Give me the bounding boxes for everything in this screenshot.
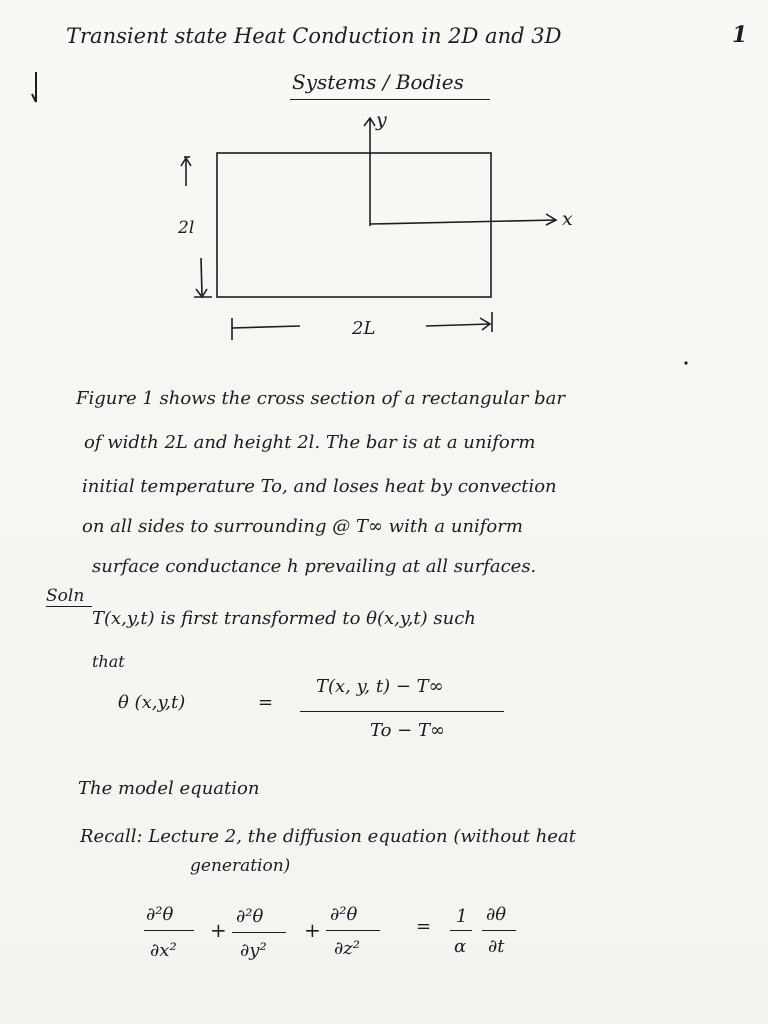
solution-line-2: that — [92, 652, 125, 671]
x-axis-label: x — [562, 208, 573, 230]
dtheta-dt-num: ∂θ — [486, 904, 507, 925]
solution-underline — [46, 606, 92, 607]
one-over-alpha-den: α — [454, 936, 467, 957]
theta-lhs: θ (x,y,t) — [118, 692, 186, 713]
stray-dot — [684, 361, 687, 364]
model-heading: The model equation — [78, 778, 260, 799]
eq1-fraction-bar — [300, 711, 504, 712]
recall-line-2: generation) — [190, 856, 291, 876]
page-subtitle: Systems / Bodies — [292, 70, 464, 94]
page-number: 1 — [732, 22, 748, 48]
body-line-1: Figure 1 shows the cross section of a rectangular bar — [76, 388, 565, 409]
eq1-equals: = — [258, 692, 274, 713]
body-line-3: initial temperature To, and loses heat by convection — [82, 476, 557, 497]
y-axis — [364, 118, 375, 226]
dtheta-dt-den: ∂t — [488, 936, 505, 957]
x-axis — [370, 214, 556, 225]
d2theta-dx2-bar — [144, 930, 194, 931]
eq2-plus-2: + — [304, 918, 321, 942]
body-line-5: surface conductance h prevailing at all surfaces. — [92, 556, 537, 577]
solution-line-1: T(x,y,t) is first transformed to θ(x,y,t) such — [92, 608, 476, 629]
d2theta-dz2-bar — [326, 930, 380, 931]
d2theta-dy2-num: ∂²θ — [236, 906, 264, 927]
eq2-equals: = — [416, 916, 432, 937]
one-over-alpha-bar — [450, 930, 472, 931]
d2theta-dz2-den: ∂z² — [334, 938, 361, 959]
eq2-plus-1: + — [210, 918, 227, 942]
height-label: 2l — [178, 218, 195, 238]
width-label: 2L — [352, 318, 376, 339]
dtheta-dt-bar — [482, 930, 516, 931]
solution-label: Soln — [46, 586, 85, 606]
eq1-denominator: To − T∞ — [370, 720, 445, 741]
recall-line-1: Recall: Lecture 2, the diffusion equation (without heat — [80, 826, 576, 847]
d2theta-dx2-num: ∂²θ — [146, 904, 174, 925]
page-title: Transient state Heat Conduction in 2D and 3D — [66, 24, 562, 48]
margin-mark — [32, 72, 36, 102]
eq1-numerator: T(x, y, t) − T∞ — [316, 676, 444, 697]
d2theta-dy2-bar — [232, 932, 286, 933]
d2theta-dz2-num: ∂²θ — [330, 904, 358, 925]
d2theta-dy2-den: ∂y² — [240, 940, 267, 961]
y-axis-label: y — [376, 109, 387, 131]
one-over-alpha-num: 1 — [456, 906, 468, 927]
bar-cross-section — [217, 153, 491, 297]
body-line-4: on all sides to surrounding @ T∞ with a uniform — [82, 516, 523, 537]
body-line-2: of width 2L and height 2l. The bar is at a uniform — [84, 432, 536, 453]
d2theta-dx2-den: ∂x² — [150, 940, 177, 961]
